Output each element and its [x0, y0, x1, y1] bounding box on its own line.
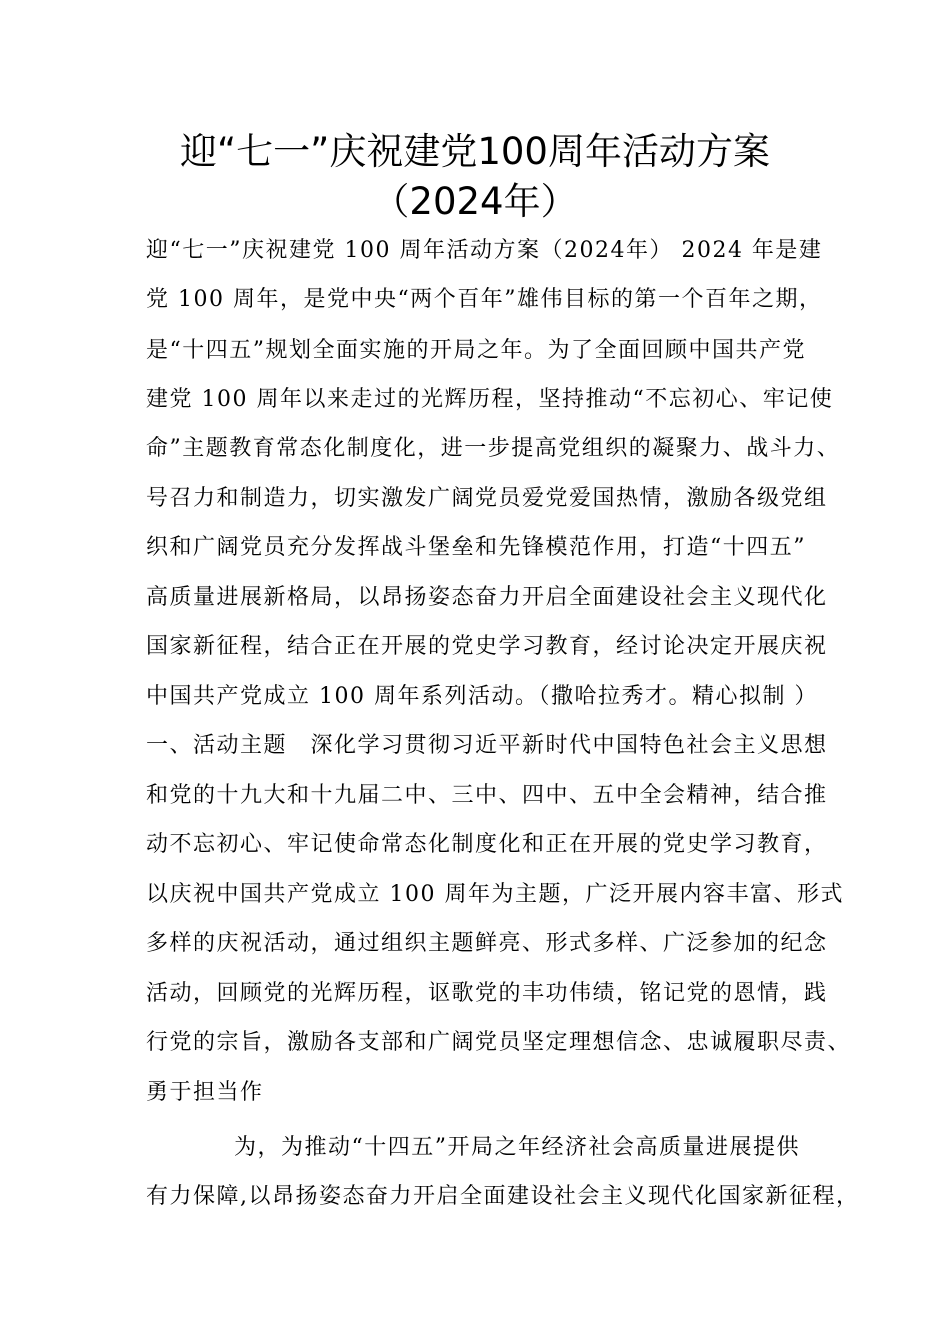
body-text-line: 活动，回顾党的光辉历程，讴歌党的丰功伟绩，铭记党的恩情，践 — [146, 981, 828, 1006]
body-text-line: 勇于担当作 — [146, 1080, 264, 1105]
body-text-line: 以庆祝中国共产党成立 100 周年为主题，广泛开展内容丰富、形式 — [146, 882, 844, 907]
body-text-line: 建党 100 周年以来走过的光辉历程，坚持推动“不忘初心、牢记使 — [146, 387, 834, 412]
body-text-line: 是“十四五”规划全面实施的开局之年。为了全面回顾中国共产党 — [146, 338, 806, 363]
body-text-line: 党 100 周年，是党中央“两个百年”雄伟目标的第一个百年之期， — [146, 287, 823, 312]
body-text-line: 高质量进展新格局，以昂扬姿态奋力开启全面建设社会主义现代化 — [146, 585, 828, 610]
body-text-line: 和党的十九大和十九届二中、三中、四中、五中全会精神，结合推 — [146, 783, 828, 808]
body-text-line: 动不忘初心、牢记使命常态化制度化和正在开展的党史学习教育， — [146, 832, 828, 857]
body-text-line: 一、活动主题 深化学习贯彻习近平新时代中国特色社会主义思想 — [146, 733, 828, 758]
body-text-line: 号召力和制造力，切实激发广阔党员爱党爱国热情，激励各级党组 — [146, 486, 828, 511]
body-text-line: 有力保障,以昂扬姿态奋力开启全面建设社会主义现代化国家新征程， — [146, 1184, 860, 1209]
body-text-line: 中国共产党成立 100 周年系列活动。（撒哈拉秀才。精心拟制 ） — [146, 684, 818, 709]
document-title-year: （2024年） — [372, 180, 578, 223]
body-text-line: 行党的宗旨，激励各支部和广阔党员坚定理想信念、忠诚履职尽责、 — [146, 1030, 852, 1055]
body-text-line: 国家新征程，结合正在开展的党史学习教育，经讨论决定开展庆祝 — [146, 634, 828, 659]
body-text-line: 多样的庆祝活动，通过组织主题鲜亮、形式多样、广泛参加的纪念 — [146, 931, 828, 956]
body-text-line: 为，为推动“十四五”开局之年经济社会高质量进展提供 — [234, 1135, 800, 1160]
document-title: 迎“七一”庆祝建党100周年活动方案 — [180, 130, 770, 173]
body-text-line: 命”主题教育常态化制度化，进一步提高党组织的凝聚力、战斗力、 — [146, 436, 841, 461]
body-text-line: 织和广阔党员充分发挥战斗堡垒和先锋模范作用，打造“十四五” — [146, 535, 806, 560]
body-text-line: 迎“七一”庆祝建党 100 周年活动方案（2024年） 2024 年是建 — [146, 238, 823, 263]
